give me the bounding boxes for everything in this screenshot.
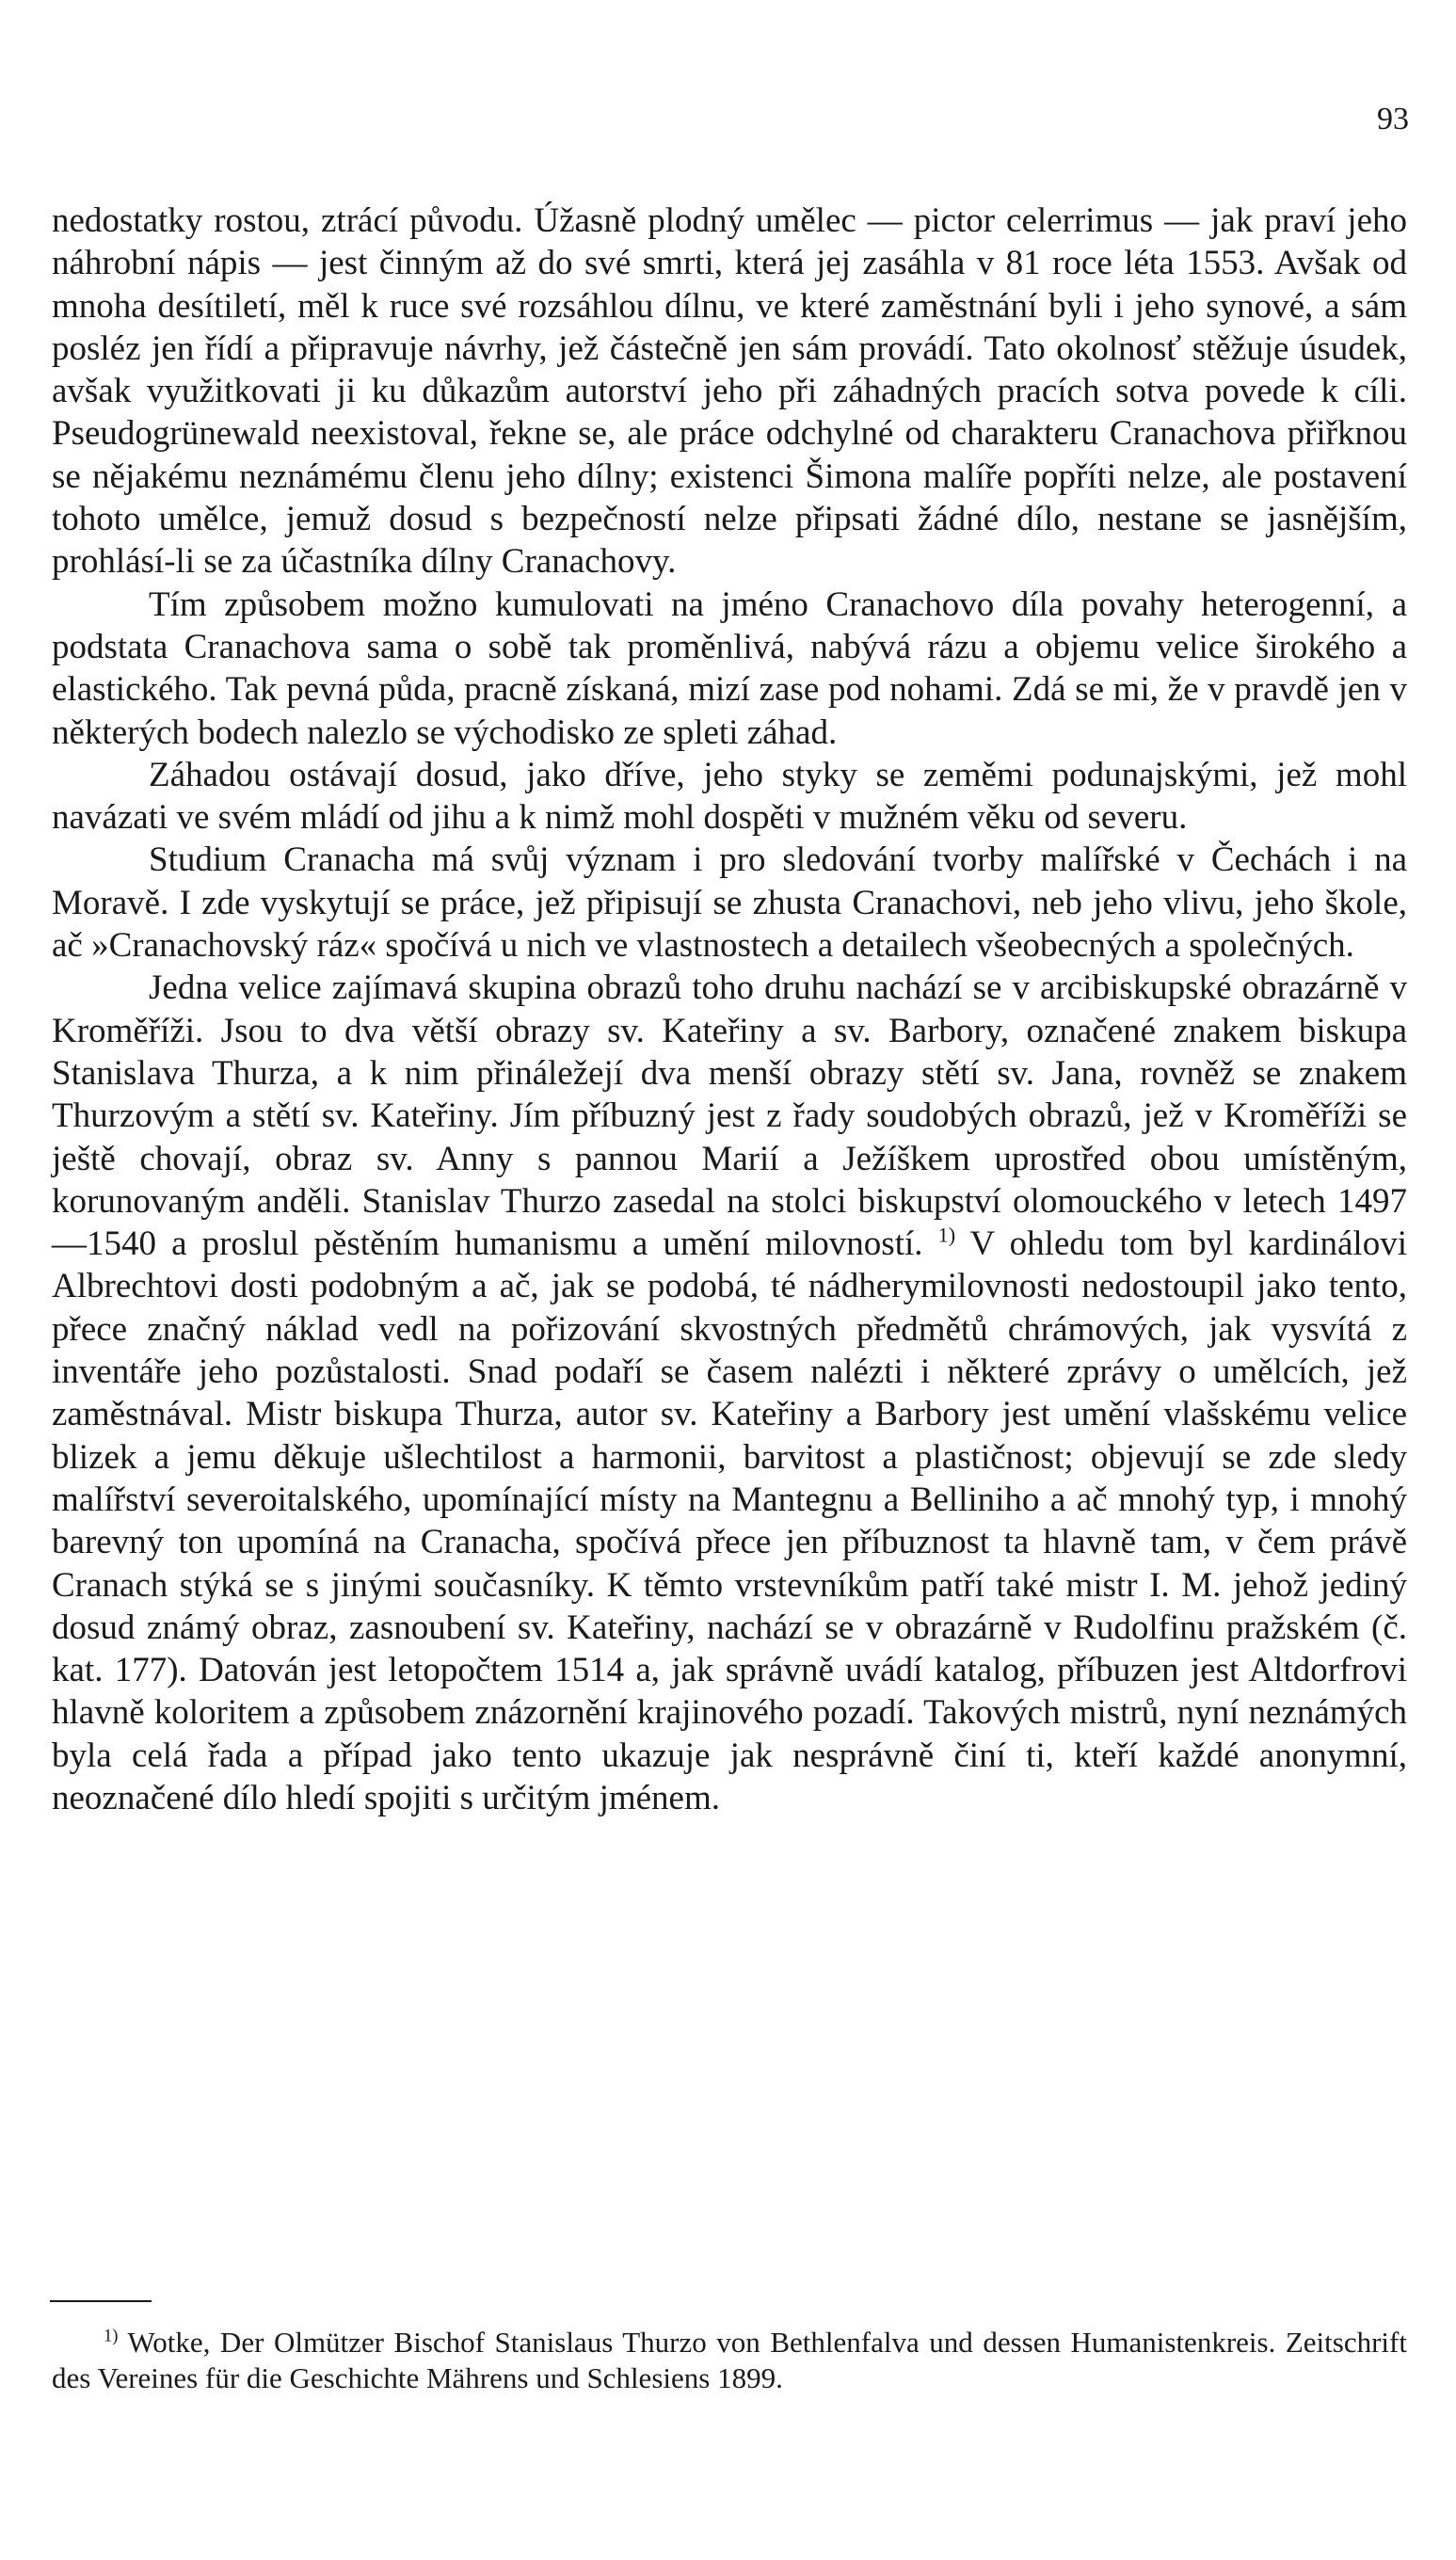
footnote-reference-paren: )	[948, 1223, 956, 1247]
footnote-text: Wotke, Der Olmützer Bischof Stanislaus Thurzo von Bethlenfalva und dessen Humanistenkreis. Zeitschrift des Vereines für die Geschichte Mährens und Schlesiens 1899.	[52, 2326, 1407, 2394]
footnote-marker	[104, 2327, 119, 2346]
footnote-reference-number: 1	[937, 1223, 949, 1247]
page-number: 93	[1377, 102, 1409, 136]
paragraph-5	[52, 967, 1407, 1819]
paragraph-4: Studium Cranacha má svůj význam i pro sledování tvorby malířské v Čechách i na Moravě. I zde vyskytují se práce, jež připisují se zhusta Cranachovi, neb jeho vlivu, jeho škole, ač »Cranachovský ráz« spočívá u nich ve vlastnostech a detailech všeobecných a společných.	[52, 840, 1407, 966]
paragraph-1: nedostatky rostou, ztrácí původu. Úžasně plodný umělec — pictor celerrimus — jak praví jeho náhrobní nápis — jest činným až do své smrti, která jej zasáhla v 81 roce léta 1553. Avšak od mnoha desítiletí, měl k ruce své rozsáhlou dílnu, ve které zaměstnání byli i jeho synové, a sám posléz jen řídí a připravuje návrhy, jež částečně jen sám provádí. Tato okolnosť stěžuje úsudek, avšak využitkovati ji ku důkazům autorství jeho při záhadných pracích sotva povede k cíli. Pseudogrünewald neexistoval, řekne se, ale práce odchylné od charakteru Cranachova přiřknou se nějakému neznámému členu jeho dílny; existenci Šimona malíře popříti nelze, ale postavení tohoto umělce, jemuž dosud s bezpečností nelze připsati žádné dílo, nestane se jasnějším, prohlásí-li se za účastníka dílny Cranachovy.	[52, 201, 1407, 582]
paragraph-2: Tím způsobem možno kumulovati na jméno Cranachovo díla povahy heterogenní, a podstata Cranachova sama o sobě tak proměnlivá, nabývá rázu a objemu velice širokého a elastického. Tak pevná půda, pracně získaná, mizí zase pod nohami. Zdá se mi, že v pravdě jen v některých bodech nalezlo se východisko ze spleti záhad.	[52, 584, 1407, 752]
paragraph-3: Záhadou ostávají dosud, jako dříve, jeho styky se zeměmi podunajskými, jež mohl navázati ve svém mládí od jihu a k nimž mohl dospěti v mužném věku od severu.	[52, 755, 1407, 838]
paragraph-5-text-a: Jedna velice zajímavá skupina obrazů toho druhu nachází se v arcibiskupské obrazárně v Kroměříži. Jsou to dva větší obrazy sv. Kateřiny a sv. Barbory, označené znakem biskupa Stanislava Thurza, a k nim přináležejí dva menší obrazy stětí sv. Jana, rovněž se znakem Thurzovým a stětí sv. Kateřiny. Jím příbuzný jest z řady soudobých obrazů, jež v Kroměříži se ještě chovají, obraz sv. Anny s pannou Marií a Ježíškem uprostřed obou umístěným, korunovaným anděli. Stanislav Thurzo zasedal na stolci biskupství olomouckého v letech 1497—1540 a proslul pěstěním humanismu a umění milovností.	[52, 968, 1407, 1264]
footnote-reference	[938, 1224, 955, 1247]
footnote-1	[52, 2325, 1407, 2396]
footnote-separator	[50, 2300, 152, 2302]
footnotes	[52, 2325, 1407, 2396]
footnote-marker-paren: )	[112, 2326, 119, 2346]
main-text	[52, 200, 1407, 1819]
paragraph-5-text-b: V ohledu tom byl kardinálovi Albrechtovi dosti podobným a ač, jak se podobá, té nádherymilovnosti nedostoupil jako tento, přece značný náklad vedl na pořizování skvostných předmětů chrámových, jak vysvítá z inventáře jeho pozůstalosti. Snad podaří se časem nalézti i některé zprávy o umělcích, jež zaměstnával. Mistr biskupa Thurza, autor sv. Kateřiny a Barbory jest umění vlašskému velice blizek a jemu děkuje ušlechtilost a harmonii, barvitost a plastičnost; objevují se zde sledy malířství severoitalského, upomínající místy na Mantegnu a Belliniho a ač mnohý typ, i mnohý barevný ton upomíná na Cranacha, spočívá přece jen příbuznost ta hlavně tam, v čem právě Cranach stýká se s jinými současníky. K těmto vrstevníkům patří také mistr I. M. jehož jediný dosud známý obraz, zasnoubení sv. Kateřiny, nachází se v obrazárně v Rudolfinu pražském (č. kat. 177). Datován jest letopočtem 1514 a, jak správně uvádí katalog, příbuzen jest Altdorfrovi hlavně koloritem a způsobem znázornění krajinového pozadí. Takových mistrů, nyní neznámých byla celá řada a případ jako tento ukazuje jak nesprávně činí ti, kteří každé anonymní, neoznačené dílo hledí spojiti s určitým jménem.	[52, 1224, 1407, 1817]
footnote-marker-number: 1	[104, 2326, 113, 2346]
